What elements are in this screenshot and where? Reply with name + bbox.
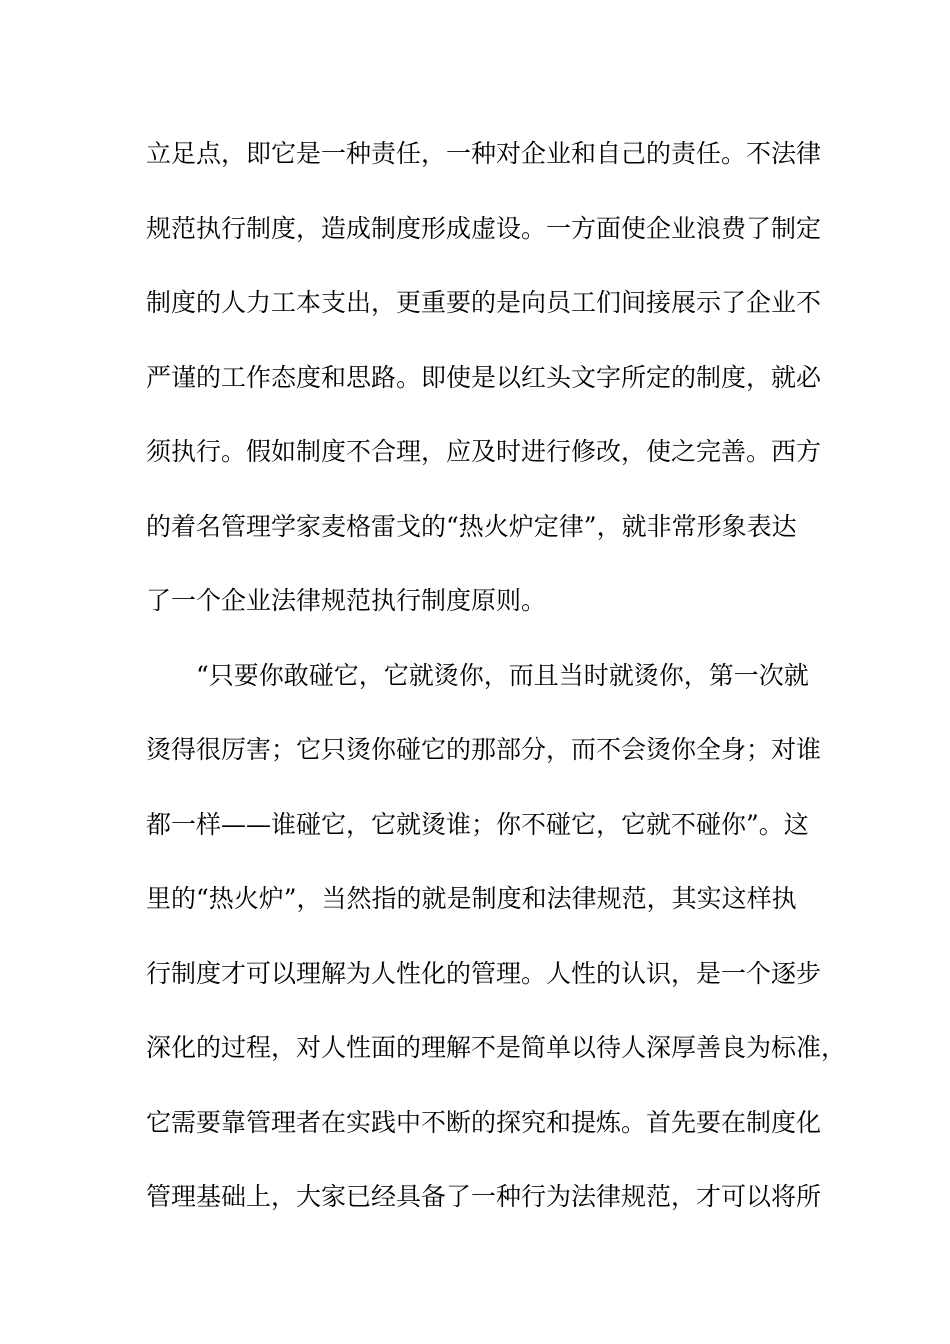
body-text	[146, 130, 847, 1248]
text-line-5: 须执行。假如制度不合理，应及时进行修改，使之完善。西方	[146, 437, 822, 466]
text-line-8: “只要你敢碰它，它就烫你，而且当时就烫你，第一次就	[196, 660, 809, 690]
text-line-13: 深化的过程，对人性面的理解不是简单以待人深厚善良为标准，	[146, 1033, 847, 1062]
text-line-7: 了一个企业法律规范执行制度原则。	[146, 586, 547, 615]
text-line-12: 行制度才可以理解为人性化的管理。人性的认识，是一个逐步	[146, 958, 822, 988]
text-line-11: 里的“热火炉”，当然指的就是制度和法律规范，其实这样执	[146, 884, 797, 913]
text-line-4: 严谨的工作态度和思路。即使是以红头文字所定的制度，就必	[146, 362, 822, 392]
text-line-2: 规范执行制度，造成制度形成虚设。一方面使企业浪费了制定	[146, 213, 822, 243]
text-line-6: 的着名管理学家麦格雷戈的“热火炉定律”，就非常形象表达	[146, 511, 797, 541]
text-line-3: 制度的人力工本支出，更重要的是向员工们间接展示了企业不	[146, 288, 822, 317]
text-line-1: 立足点，即它是一种责任，一种对企业和自己的责任。不法律	[146, 139, 822, 168]
text-line-15: 管理基础上，大家已经具备了一种行为法律规范，才可以将所	[146, 1182, 822, 1211]
text-line-10: 都一样——谁碰它，它就烫谁；你不碰它，它就不碰你”。这	[146, 809, 809, 839]
text-line-9: 烫得很厉害；它只烫你碰它的那部分，而不会烫你全身；对谁	[146, 735, 822, 764]
text-line-14: 它需要靠管理者在实践中不断的探究和提炼。首先要在制度化	[146, 1107, 822, 1137]
